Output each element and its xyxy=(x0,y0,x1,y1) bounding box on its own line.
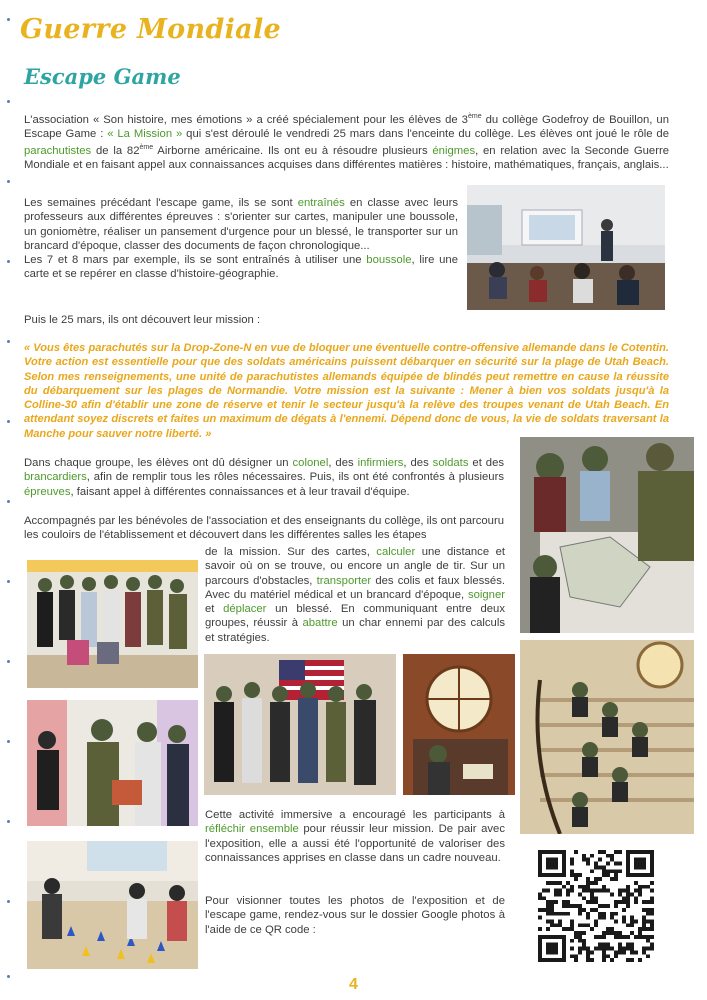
groups-paragraph: Dans chaque groupe, les élèves ont dû désigner un colonel, des infirmiers, des soldats et des brancardiers, afin de remplir tous les rôles nécessaires. Puis, ils ont été confrontés à plusieurs épreuves, faisant appel à différentes connaissances et à leur travail d'équipe. xyxy=(24,457,504,498)
volunteers-paragraph-top: Accompagnés par les bénévoles de l'association et des enseignants du collège, ils ont parcouru les couloirs de l'établissement et découvert dans les différentes salles les étapes xyxy=(24,515,504,542)
section-title: Escape Game xyxy=(24,64,181,89)
window-photo xyxy=(403,654,515,795)
mission-intro: Puis le 25 mars, ils ont découvert leur mission : xyxy=(24,314,261,326)
volunteers-paragraph: de la mission. Sur des cartes, calculer une distance et savoir où on se trouve, ou encore un angle de tir. Sur un parcours d'obstacles, transporter des colis et faux blessés. Avec du matériel médical et un brancard d'époque, soigner et déplacer un blessé. En communiquant entre deux groupes, réussir à abattre un char ennemi par des calculs et stratégies. xyxy=(205,546,505,644)
conclusion-paragraph: Cette activité immersive a encouragé les participants à réfléchir ensemble pour réussir leur mission. De pair avec l'exposition, elle a aussi été l'opportunité de valoriser des connaissances apprises en classe dans un cadre nouveau. xyxy=(205,809,505,864)
soldier-photo xyxy=(27,700,198,826)
qr-code[interactable] xyxy=(538,850,654,962)
obstacle-course-photo xyxy=(27,841,198,969)
qr-instructions: Pour visionner toutes les photos de l'exposition et de l'escape game, rendez-vous sur le dossier Google photos à l'aide de ce QR code : xyxy=(205,895,505,936)
stairs-photo xyxy=(520,640,694,834)
group-photo xyxy=(27,560,198,688)
training-paragraph: Les semaines précédant l'escape game, ils se sont entraînés en classe avec leurs professeurs aux différentes épreuves : s'orienter sur cartes, manipuler une boussole, un goniomètre, réaliser un pansement d'urgence pour un blessé, le transporter sur un brancard d'époque, classer des documents de façon chronologique... Les 7 et 8 mars par exemple, ils se sont entraînés à utiliser une boussole, lire une carte et se repérer en classe d'histoire-géographie. xyxy=(24,197,458,281)
page-title: Guerre Mondiale xyxy=(20,14,281,45)
page-number: 4 xyxy=(349,976,358,993)
intro-paragraph: L'association « Son histoire, mes émotions » a créé spécialement pour les élèves de 3ème du collège Godefroy de Bouillon, un Escape Game : « La Mission » qui s'est déroulé le vendredi 25 mars dans l'enceinte du collège. Les élèves ont joué le rôle de parachutistes de la 82ème Airborne américaine. Ils ont eu à résoudre plusieurs énigmes, en relation avec la Seconde Guerre Mondiale et en faisant appel aux connaissances acquises dans différentes matières : histoire, mathématiques, français, anglais... xyxy=(24,113,670,172)
classroom-photo xyxy=(467,185,665,310)
mission-quote: « Vous êtes parachutés sur la Drop-Zone-N en vue de bloquer une éventuelle contre-offensive allemande dans le Cotentin. Votre action est essentielle pour que des soldats américains puissent débarquer en sécurité sur la plage de Utah Beach. Selon mes renseignements, une unité de parachutistes allemands équipée de blindés peut remettre en cause la réussite du débarquement sur les plages de Normandie. Votre mission est la suivante : Mener à bien vos soldats jusqu'à la Colline-30 afin d'établir une zone de réserve et tenir le secteur jusqu'à la relève des troupes venant de Utah Beach. En attendant soyez discrets et faites un maximum de dégats à l'ennemi. Dépend donc de vous, la vie de soldats traversant la Manche pour sauver notre liberté. » xyxy=(24,342,669,440)
flag-group-photo xyxy=(204,654,396,795)
map-table-photo xyxy=(520,437,694,633)
mission-link: « La Mission » xyxy=(107,128,183,141)
